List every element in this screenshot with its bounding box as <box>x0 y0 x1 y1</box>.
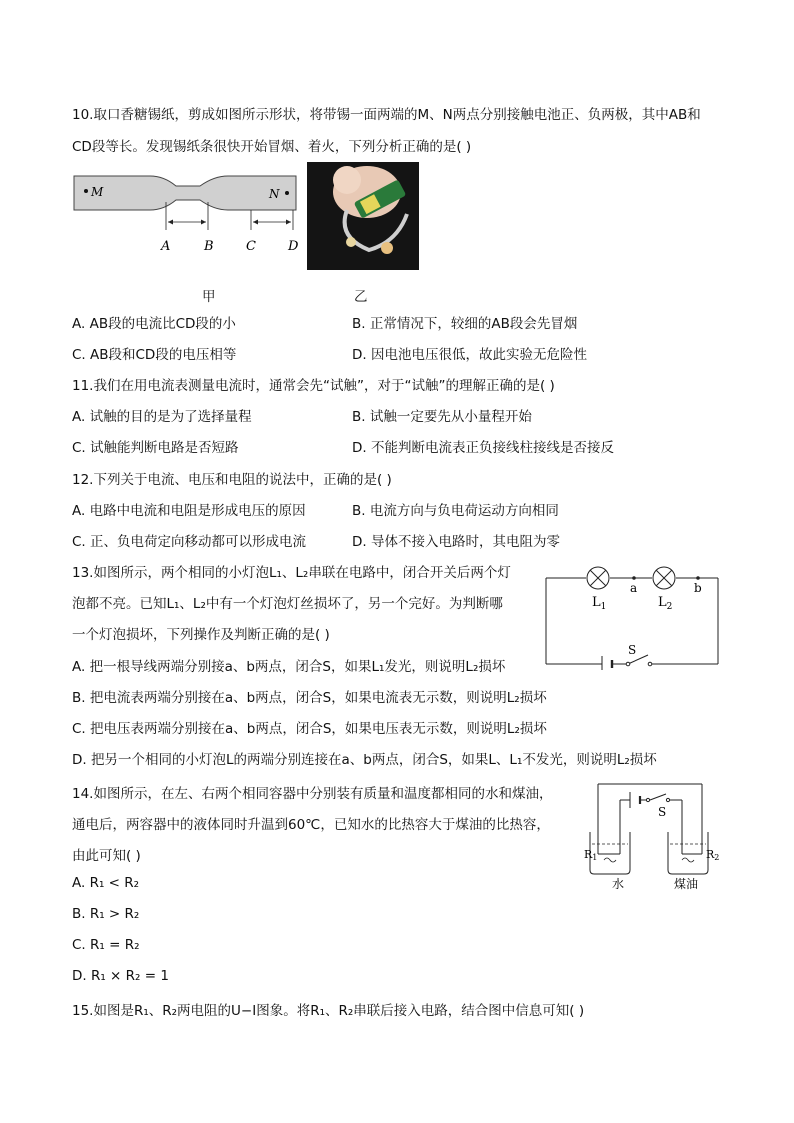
label-switch-s: S <box>628 643 637 657</box>
label-kerosene: 煤油 <box>674 877 699 891</box>
point-n-dot <box>285 191 289 195</box>
q14-option-d[interactable]: D. R₁ × R₂ = 1 <box>72 968 169 984</box>
q13-option-b[interactable]: B. 把电流表两端分别接在a、b两点，闭合S，如果电流表无示数，则说明L₂损坏 <box>72 690 547 706</box>
q12-option-d[interactable]: D. 导体不接入电路时，其电阻为零 <box>352 534 560 550</box>
battery-photo <box>307 162 419 270</box>
q10-option-a[interactable]: A. AB段的电流比CD段的小 <box>72 316 236 332</box>
q11-option-d[interactable]: D. 不能判断电流表正负接线柱接线是否接反 <box>352 440 614 456</box>
label-c: C <box>246 239 256 254</box>
caption-jia: 甲 <box>202 289 216 305</box>
q13-circuit-diagram <box>542 562 724 670</box>
label-b-point: b <box>694 581 702 595</box>
q13-option-a[interactable]: A. 把一根导线两端分别接a、b两点，闭合S，如果L₁发光，则说明L₂损坏 <box>72 659 506 675</box>
q10-option-c[interactable]: C. AB段和CD段的电压相等 <box>72 347 237 363</box>
label-r2: R2 <box>706 848 720 862</box>
q13-option-d[interactable]: D. 把另一个相同的小灯泡L的两端分别连接在a、b两点，闭合S，如果L、L₁不发光，则说明L₂损坏 <box>72 752 657 768</box>
q11-stem: 11.我们在用电流表测量电流时，通常会先“试触”，对于“试触”的理解正确的是( ) <box>72 378 555 394</box>
tin-foil-figure <box>72 172 302 262</box>
label-d: D <box>288 239 299 254</box>
q13-stem-line3: 一个灯泡损坏，下列操作及判断正确的是( ) <box>72 627 330 643</box>
q11-option-a[interactable]: A. 试触的目的是为了选择量程 <box>72 409 252 425</box>
q11-option-b[interactable]: B. 试触一定要先从小量程开始 <box>352 409 532 425</box>
switch-icon <box>626 662 630 666</box>
label-m: M <box>91 185 104 199</box>
q13-stem-line1: 13.如图所示，两个相同的小灯泡L₁、L₂串联在电路中，闭合开关后两个灯 <box>72 565 511 581</box>
q11-option-c[interactable]: C. 试触能判断电路是否短路 <box>72 440 239 456</box>
q10-option-d[interactable]: D. 因电池电压很低，故此实验无危险性 <box>352 347 587 363</box>
q13-stem-line2: 泡都不亮。已知L₁、L₂中有一个灯泡灯丝损坏了，另一个完好。为判断哪 <box>72 596 503 612</box>
q12-option-c[interactable]: C. 正、负电荷定向移动都可以形成电流 <box>72 534 307 550</box>
q10-option-b[interactable]: B. 正常情况下，较细的AB段会先冒烟 <box>352 316 578 332</box>
label-b: B <box>204 239 214 254</box>
q14-option-a[interactable]: A. R₁ < R₂ <box>72 875 140 891</box>
point-m-dot <box>84 189 88 193</box>
q10-stem-line1: 10.取口香糖锡纸，剪成如图所示形状，将带锡一面两端的M、N两点分别接触电池正、负两极，其中AB和 <box>72 107 701 123</box>
label-switch-s2: S <box>658 805 667 819</box>
label-water: 水 <box>612 877 625 891</box>
caption-yi: 乙 <box>354 289 368 305</box>
label-l1: $L_1$ <box>592 595 607 612</box>
q14-heating-circuit <box>582 778 724 894</box>
q12-option-a[interactable]: A. 电路中电流和电阻是形成电压的原因 <box>72 503 306 519</box>
q14-stem-line1: 14.如图所示，在左、右两个相同容器中分别装有质量和温度都相同的水和煤油， <box>72 786 553 802</box>
label-n: N <box>269 187 280 201</box>
label-a-point: a <box>630 581 638 595</box>
label-l2: $L_2$ <box>658 595 673 612</box>
label-a: A <box>161 239 171 254</box>
q15-stem: 15.如图是R₁、R₂两电阻的U−I图象。将R₁、R₂串联后接入电路，结合图中信息可知( ) <box>72 1003 585 1019</box>
q10-stem-line2: CD段等长。发现锡纸条很快开始冒烟、着火，下列分析正确的是( ) <box>72 139 472 155</box>
lamp-l2-icon <box>653 567 675 589</box>
label-r1: R1 <box>584 848 598 862</box>
tin-foil-strip <box>74 176 296 210</box>
q14-stem-line2: 通电后，两容器中的液体同时升温到60℃，已知水的比热容大于煤油的比热容， <box>72 817 550 833</box>
q14-option-b[interactable]: B. R₁ > R₂ <box>72 906 140 922</box>
q13-option-c[interactable]: C. 把电压表两端分别接在a、b两点，闭合S，如果电压表无示数，则说明L₂损坏 <box>72 721 547 737</box>
q14-option-c[interactable]: C. R₁ = R₂ <box>72 937 140 953</box>
q12-stem: 12.下列关于电流、电压和电阻的说法中，正确的是( ) <box>72 472 392 488</box>
lamp-l1-icon <box>587 567 609 589</box>
q14-stem-line3: 由此可知( ) <box>72 848 141 864</box>
q12-option-b[interactable]: B. 电流方向与负电荷运动方向相同 <box>352 503 559 519</box>
